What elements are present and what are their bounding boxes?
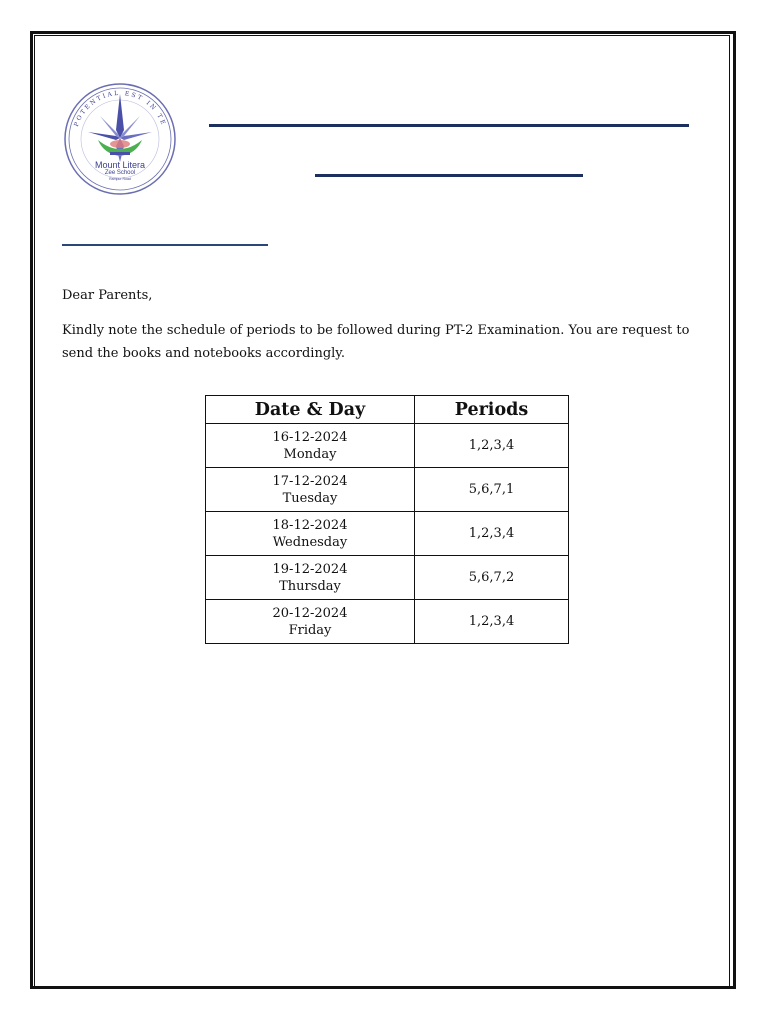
- date-day-cell: [206, 600, 415, 644]
- logo-name-line1: Mount Litera: [94, 160, 146, 170]
- header-date-day: Date & Day: [206, 396, 415, 424]
- section-rule: [62, 244, 268, 246]
- date: 17-12-2024: [272, 473, 348, 489]
- table-row: [206, 512, 569, 556]
- svg-text:POTENTIAL EST IN TE: POTENTIAL EST IN TE: [72, 89, 168, 128]
- periods-cell: 1,2,3,4: [415, 424, 569, 468]
- periods-cell: 5,6,7,1: [415, 468, 569, 512]
- day: Monday: [283, 446, 337, 462]
- letter-greeting: Dear Parents,: [62, 288, 153, 303]
- date-day-cell: [206, 424, 415, 468]
- day: Tuesday: [282, 490, 338, 506]
- table-row: [206, 600, 569, 644]
- letter-body: Kindly note the schedule of periods to be followed during PT-2 Examination. You are request to send the books and notebooks accordingly.: [62, 323, 690, 361]
- table-row: [206, 556, 569, 600]
- date-day-cell: [206, 556, 415, 600]
- logo-name-line2: Zee School: [104, 170, 136, 176]
- date: 19-12-2024: [272, 561, 348, 577]
- date-day-cell: [206, 512, 415, 556]
- date: 20-12-2024: [272, 605, 348, 621]
- periods-cell: 1,2,3,4: [415, 512, 569, 556]
- logo-name-line3: Rampur Road: [109, 177, 131, 181]
- date: 18-12-2024: [272, 517, 348, 533]
- table-header-row: [206, 396, 569, 424]
- table-row: [206, 468, 569, 512]
- periods-cell: 1,2,3,4: [415, 600, 569, 644]
- schedule-table: [205, 395, 569, 644]
- day: Thursday: [279, 578, 341, 594]
- header-rule-top: [209, 124, 689, 127]
- date-day-cell: [206, 468, 415, 512]
- periods-cell: 5,6,7,2: [415, 556, 569, 600]
- header-rule-bottom: [315, 174, 583, 177]
- school-logo: [62, 80, 178, 198]
- date: 16-12-2024: [272, 429, 348, 445]
- header-periods: Periods: [415, 396, 569, 424]
- day: Friday: [288, 622, 332, 638]
- day: Wednesday: [272, 534, 348, 550]
- table-row: [206, 424, 569, 468]
